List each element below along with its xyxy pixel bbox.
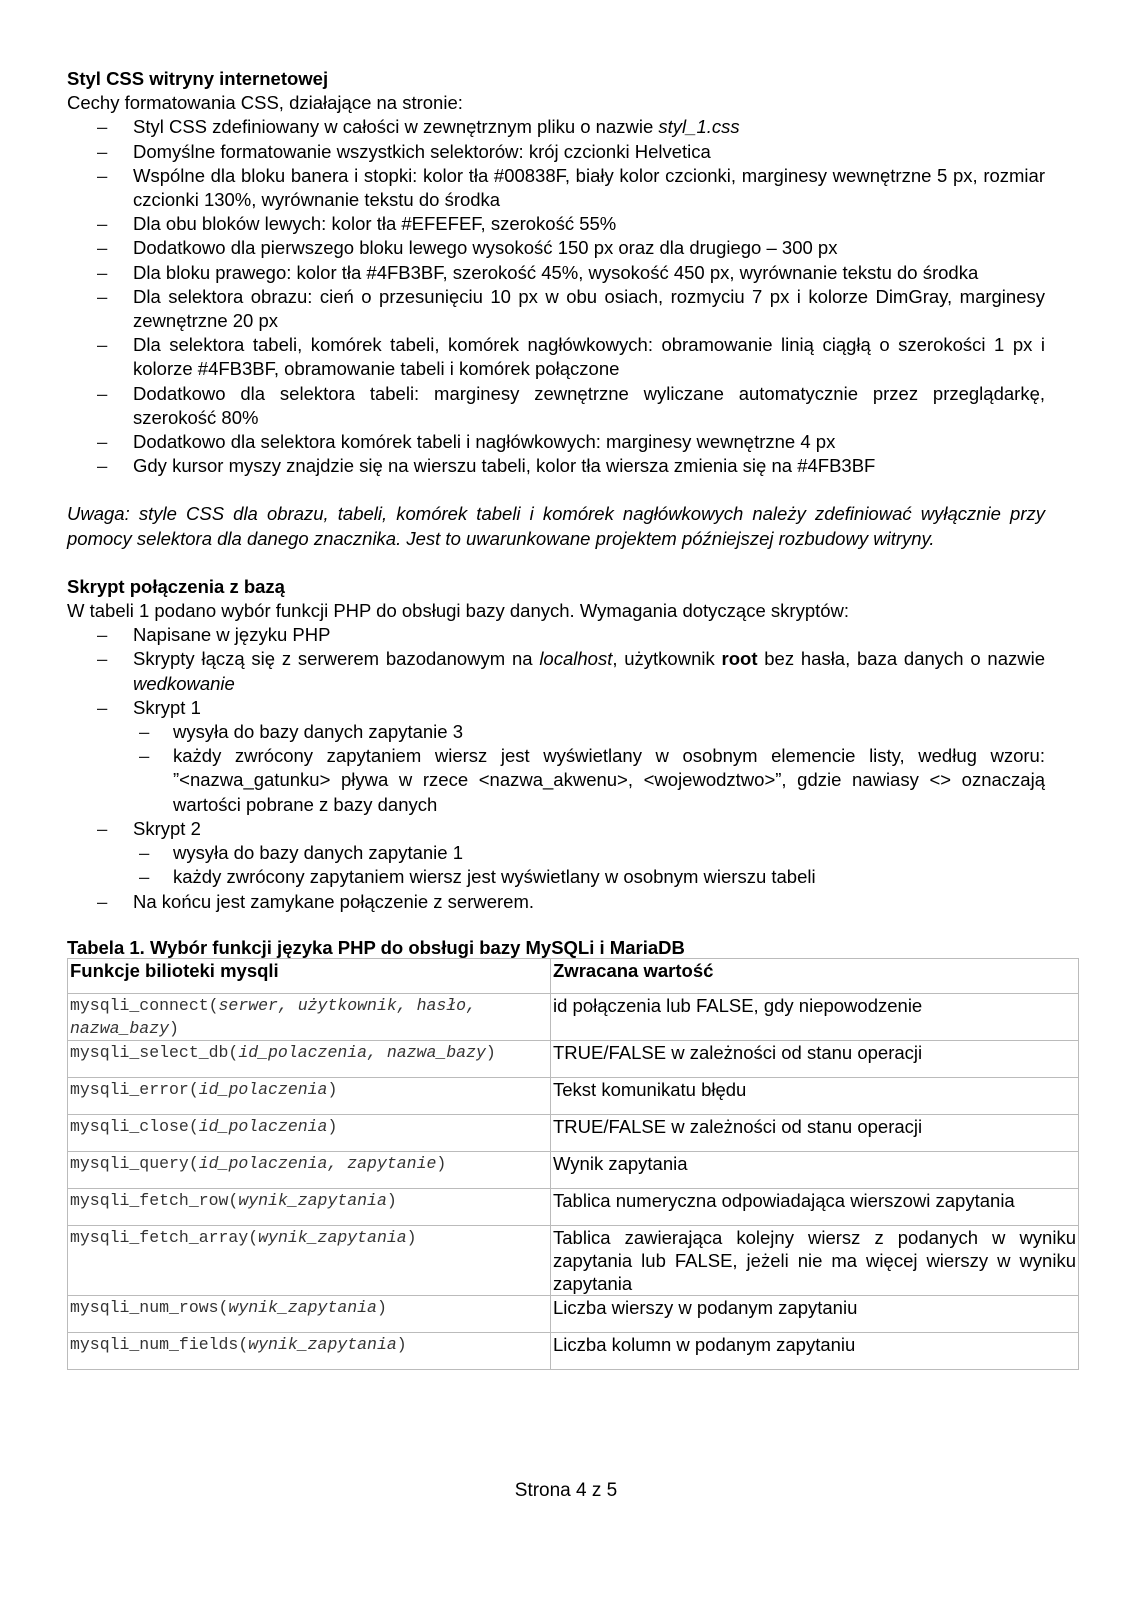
list-item: – wysyła do bazy danych zapytanie 3 — [67, 720, 1045, 744]
column-header: Zwracana wartość — [551, 958, 1079, 993]
return-value: Liczba wierszy w podanym zapytaniu — [551, 1295, 1079, 1332]
list-item: – każdy zwrócony zapytaniem wiersz jest wyświetlany w osobnym elemencie listy, według wzoru: ”<nazwa_gatunku> pływa w rzece <nazwa_akwenu>, <wojewodztwo>”, gdzie nawiasy <> oznaczają wartości pobrane z bazy danych — [67, 744, 1045, 817]
table-row — [68, 993, 1079, 1040]
list-item: – Dla selektora tabeli, komórek tabeli, komórek nagłówkowych: obramowanie linią ciągłą o szerokości 1 px i kolorze #4FB3BF, obramowanie tabeli i komórek połączone — [67, 333, 1045, 381]
table-row — [68, 1114, 1079, 1151]
script2-sublist — [67, 841, 1045, 889]
table-row — [68, 1332, 1079, 1369]
return-value: id połączenia lub FALSE, gdy niepowodzenie — [551, 993, 1079, 1040]
list-item: – Napisane w języku PHP — [67, 623, 1045, 647]
list-item: – Wspólne dla bloku banera i stopki: kolor tła #00838F, biały kolor czcionki, marginesy wewnętrzne 5 px, rozmiar czcionki 130%, wyrównanie tekstu do środka — [67, 164, 1045, 212]
document-page — [67, 67, 1076, 1370]
function-signature: mysqli_close(id_polaczenia) — [68, 1114, 551, 1151]
table-header-row — [68, 958, 1079, 993]
script-section-intro: W tabeli 1 podano wybór funkcji PHP do obsługi bazy danych. Wymagania dotyczące skryptów: — [67, 600, 850, 622]
list-item: – Na końcu jest zamykane połączenie z serwerem. — [67, 890, 1045, 914]
function-signature: mysqli_error(id_polaczenia) — [68, 1077, 551, 1114]
list-item: – Dodatkowo dla selektora komórek tabeli i nagłówkowych: marginesy wewnętrzne 4 px — [67, 430, 1045, 454]
filename: styl_1.css — [658, 116, 740, 138]
function-signature: mysqli_num_rows(wynik_zapytania) — [68, 1295, 551, 1332]
php-functions-table — [67, 958, 1079, 1370]
list-item: – Gdy kursor myszy znajdzie się na wierszu tabeli, kolor tła wiersza zmienia się na #4FB3BF — [67, 454, 1045, 478]
function-signature: mysqli_select_db(id_polaczenia, nazwa_bazy) — [68, 1040, 551, 1077]
table-row — [68, 1151, 1079, 1188]
function-signature: mysqli_fetch_row(wynik_zapytania) — [68, 1188, 551, 1225]
function-signature: mysqli_query(id_polaczenia, zapytanie) — [68, 1151, 551, 1188]
table-row — [68, 1225, 1079, 1295]
page-number: Strona 4 z 5 — [514, 1480, 618, 1501]
list-item: – Dodatkowo dla selektora tabeli: marginesy zewnętrzne wyliczane automatycznie przez przeglądarkę, szerokość 80% — [67, 382, 1045, 430]
script1-sublist — [67, 720, 1045, 817]
list-item-script1: – Skrypt 1 — [67, 696, 1045, 720]
table-caption: Tabela 1. Wybór funkcji języka PHP do obsługi bazy MySQLi i MariaDB — [67, 936, 685, 958]
css-section-intro: Cechy formatowania CSS, działające na stronie: — [67, 92, 463, 114]
script-section-title: Skrypt połączenia z bazą — [67, 575, 285, 597]
table-row — [68, 1188, 1079, 1225]
list-item: – Dodatkowo dla pierwszego bloku lewego wysokość 150 px oraz dla drugiego – 300 px — [67, 236, 1045, 260]
list-item: – Skrypty łączą się z serwerem bazodanowym na localhost, użytkownik root bez hasła, baza danych o nazwie wedkowanie — [67, 647, 1045, 695]
return-value: Tablica numeryczna odpowiadająca wierszowi zapytania — [551, 1188, 1079, 1225]
column-header: Funkcje bilioteki mysqli — [68, 958, 551, 993]
return-value: Tablica zawierająca kolejny wiersz z podanych w wyniku zapytania lub FALSE, jeżeli nie ma więcej wierszy w wyniku zapytania — [551, 1225, 1079, 1295]
return-value: Tekst komunikatu błędu — [551, 1077, 1079, 1114]
list-item: – Styl CSS zdefiniowany w całości w zewnętrznym pliku o nazwie styl_1.css — [67, 115, 1045, 139]
function-signature: mysqli_num_fields(wynik_zapytania) — [68, 1332, 551, 1369]
list-item: – Domyślne formatowanie wszystkich selektorów: krój czcionki Helvetica — [67, 140, 1045, 164]
function-signature: mysqli_connect(serwer, użytkownik, hasło, nazwa_bazy) — [68, 993, 551, 1040]
return-value: Wynik zapytania — [551, 1151, 1079, 1188]
list-item: – Dla obu bloków lewych: kolor tła #EFEFEF, szerokość 55% — [67, 212, 1045, 236]
table-row — [68, 1077, 1079, 1114]
list-item-script2: – Skrypt 2 — [67, 817, 1045, 841]
list-item: – Dla selektora obrazu: cień o przesunięciu 10 px w obu osiach, rozmyciu 7 px i kolorze DimGray, marginesy zewnętrzne 20 px — [67, 285, 1045, 333]
list-item: – wysyła do bazy danych zapytanie 1 — [67, 841, 1045, 865]
table-row — [68, 1040, 1079, 1077]
list-item: – Dla bloku prawego: kolor tła #4FB3BF, szerokość 45%, wysokość 450 px, wyrównanie tekstu do środka — [67, 261, 1045, 285]
return-value: Liczba kolumn w podanym zapytaniu — [551, 1332, 1079, 1369]
css-requirements-list — [67, 115, 1045, 478]
script-requirements-list — [67, 623, 1045, 720]
table-row — [68, 1295, 1079, 1332]
list-item: – każdy zwrócony zapytaniem wiersz jest wyświetlany w osobnym wierszu tabeli — [67, 865, 1045, 889]
css-section-title: Styl CSS witryny internetowej — [67, 68, 329, 89]
return-value: TRUE/FALSE w zależności od stanu operacji — [551, 1040, 1079, 1077]
return-value: TRUE/FALSE w zależności od stanu operacji — [551, 1114, 1079, 1151]
function-signature: mysqli_fetch_array(wynik_zapytania) — [68, 1225, 551, 1295]
css-note: Uwaga: style CSS dla obrazu, tabeli, komórek tabeli i komórek nagłówkowych należy zdefiniować wyłącznie przy pomocy selektora dla danego znacznika. Jest to uwarunkowane projektem późniejszej rozbudowy witryny. — [67, 503, 1045, 549]
